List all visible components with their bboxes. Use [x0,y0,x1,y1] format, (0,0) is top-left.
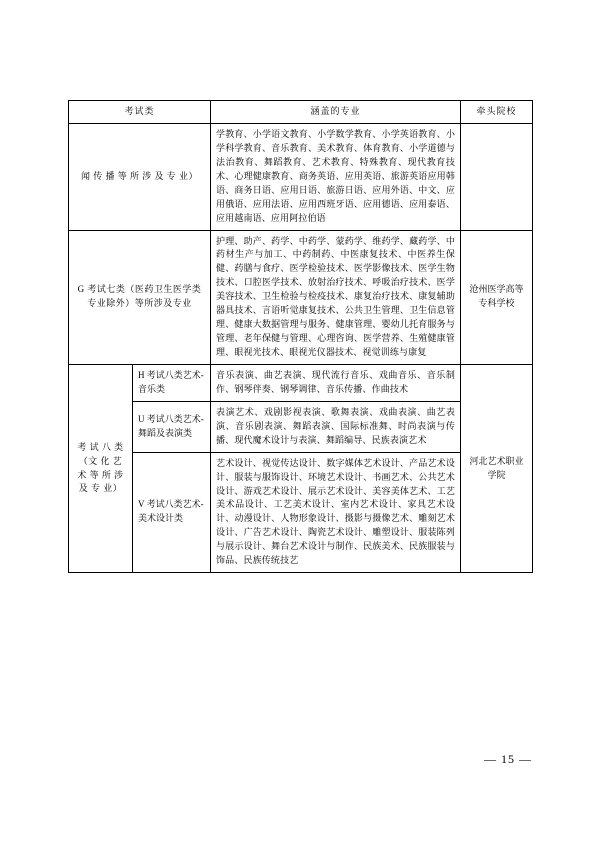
row-category-2: 考 试 八 类（文 化 艺 术 等 所 涉 及 专 业） [69,364,133,572]
row-school-2: 河北艺术职业学院 [461,364,533,572]
table-row [69,230,533,364]
row-majors-4: 艺术设计、视觉传达设计、数字媒体艺术设计、产品艺术设计、服装与服饰设计、环境艺术设计、书画艺术、公共艺术设计、游戏艺术设计、展示艺术设计、美容美体艺术、工艺美术品设计、工艺美术设计、室内艺术设计、家具艺术设计、动漫设计、人物形象设计、摄影与摄像艺术、雕刻艺术设计、广告艺术设计、陶瓷艺术设计、雕塑设计、服装陈列与展示设计、舞台艺术设计与制作、民族美术、民族服装与饰品、民族传统技艺 [211,452,461,573]
header-lead-school: 牵头院校 [461,101,533,124]
row-sub-2: H 考试八类艺术-音乐类 [133,364,211,401]
row-school-1: 沧州医学高等专科学校 [461,230,533,364]
row-sub-3: U 考试八类艺术-舞蹈及表演类 [133,401,211,452]
row-majors-2: 音乐表演、曲艺表演、现代流行音乐、戏曲音乐、音乐制作、钢琴伴奏、钢琴调律、音乐传播、作曲技术 [211,364,461,401]
row-category-1: G 考试七类（医药卫生医学类专业除外）等所涉及专业 [69,230,211,364]
row-sub-4: V 考试八类艺术-美术设计类 [133,452,211,573]
header-covered-majors: 涵盖的专业 [211,101,461,124]
table-header-row [69,101,533,124]
table-row [69,364,533,401]
row-majors-3: 表演艺术、戏剧影视表演、歌舞表演、戏曲表演、曲艺表演、音乐剧表演、舞蹈表演、国际标准舞、时尚表演与传播、现代魔术设计与表演、舞蹈编导、民族表演艺术 [211,401,461,452]
table-row [69,123,533,230]
row-majors-1: 护理、助产、药学、中药学、蒙药学、维药学、藏药学、中药材生产与加工、中药制药、中医康复技术、中医养生保健、药膳与食疗、医学检验技术、医学影像技术、医学生物技术、口腔医学技术、放射治疗技术、呼吸治疗技术、医学美容技术、卫生检验与检疫技术、康复治疗技术、康复辅助器具技术、言语听觉康复技术、公共卫生管理、卫生信息管理、健康大数据管理与服务、健康管理、婴幼儿托育服务与管理、老年保健与管理、心理咨询、医学营养、生殖健康管理、眼视光技术、眼视光仪器技术、视觉训练与康复 [211,230,461,364]
page-number: — 15 — [484,752,532,766]
row-majors-0: 学教育、小学语文教育、小学数学教育、小学英语教育、小学科学教育、音乐教育、美术教育、体育教育、小学道德与法治教育、舞蹈教育、艺术教育、特殊教育、现代教育技术、心理健康教育、商务英语、应用英语、旅游英语应用韩语、商务日语、应用日语、旅游日语、应用外语、中文、应用俄语、应用法语、应用西班牙语、应用德语、应用泰语、应用越南语、应用阿拉伯语 [211,123,461,230]
majors-table [68,100,533,573]
header-exam-category: 考试类 [69,101,211,124]
row-category-0: 闻 传 播 等 所 涉 及 专 业） [69,123,211,230]
row-school-0 [461,123,533,230]
